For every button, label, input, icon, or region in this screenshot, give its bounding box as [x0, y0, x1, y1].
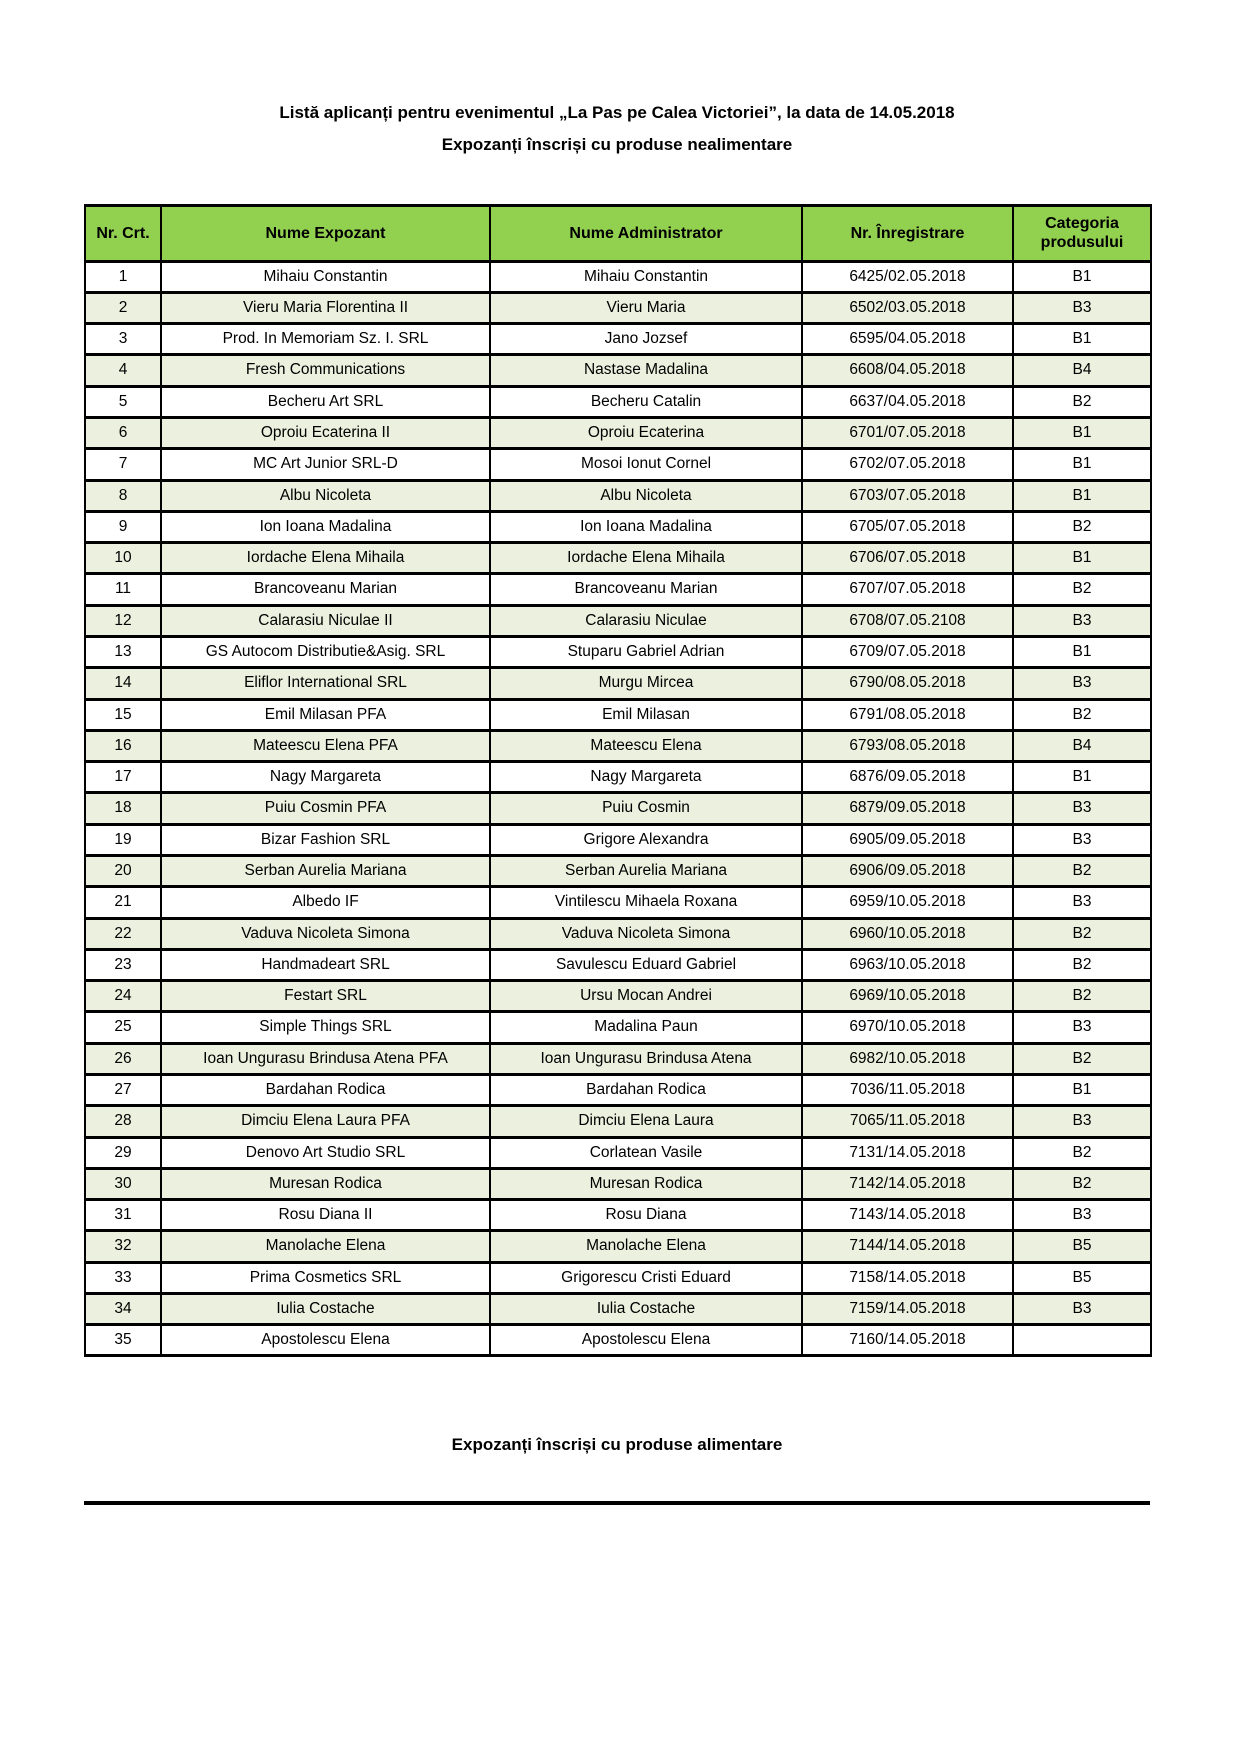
- table-row: [85, 793, 1151, 824]
- cell-nr-inregistrare: 6701/07.05.2018: [802, 418, 1013, 449]
- cell-categoria: [1013, 1325, 1151, 1356]
- cell-nr-inregistrare: 6960/10.05.2018: [802, 918, 1013, 949]
- table-header-row: [85, 206, 1151, 261]
- cell-nr-crt: 33: [85, 1262, 161, 1293]
- cell-nume-expozant: Ion Ioana Madalina: [161, 511, 490, 542]
- cell-categoria: B3: [1013, 292, 1151, 323]
- col-header-nume-administrator: Nume Administrator: [490, 206, 802, 261]
- table-row: [85, 1262, 1151, 1293]
- table-row: [85, 1012, 1151, 1043]
- cell-nume-administrator: Brancoveanu Marian: [490, 574, 802, 605]
- table-row: [85, 449, 1151, 480]
- cell-nr-inregistrare: 6959/10.05.2018: [802, 887, 1013, 918]
- table-row: [85, 949, 1151, 980]
- table-row: [85, 355, 1151, 386]
- cell-nume-administrator: Mateescu Elena: [490, 730, 802, 761]
- cell-categoria: B5: [1013, 1262, 1151, 1293]
- cell-nr-inregistrare: 7036/11.05.2018: [802, 1074, 1013, 1105]
- table-row: [85, 418, 1151, 449]
- table-row: [85, 1168, 1151, 1199]
- col-header-nume-expozant: Nume Expozant: [161, 206, 490, 261]
- horizontal-divider: [84, 1501, 1150, 1505]
- cell-categoria: B2: [1013, 1168, 1151, 1199]
- table-row: [85, 887, 1151, 918]
- cell-nr-inregistrare: 6702/07.05.2018: [802, 449, 1013, 480]
- cell-nume-administrator: Puiu Cosmin: [490, 793, 802, 824]
- table-row: [85, 730, 1151, 761]
- cell-nr-inregistrare: 6970/10.05.2018: [802, 1012, 1013, 1043]
- table-row: [85, 762, 1151, 793]
- cell-nr-inregistrare: 7144/14.05.2018: [802, 1231, 1013, 1262]
- cell-nume-expozant: Becheru Art SRL: [161, 386, 490, 417]
- cell-nume-administrator: Savulescu Eduard Gabriel: [490, 949, 802, 980]
- cell-nr-inregistrare: 7160/14.05.2018: [802, 1325, 1013, 1356]
- cell-nr-crt: 16: [85, 730, 161, 761]
- cell-nr-crt: 6: [85, 418, 161, 449]
- table-row: [85, 1106, 1151, 1137]
- cell-nr-inregistrare: 6969/10.05.2018: [802, 981, 1013, 1012]
- cell-nr-inregistrare: 7158/14.05.2018: [802, 1262, 1013, 1293]
- cell-nr-crt: 26: [85, 1043, 161, 1074]
- cell-nume-administrator: Jano Jozsef: [490, 324, 802, 355]
- cell-categoria: B3: [1013, 1293, 1151, 1324]
- cell-categoria: B2: [1013, 386, 1151, 417]
- col-header-nr-crt: Nr. Crt.: [85, 206, 161, 261]
- cell-nume-administrator: Murgu Mircea: [490, 668, 802, 699]
- cell-nume-administrator: Mosoi Ionut Cornel: [490, 449, 802, 480]
- cell-nr-crt: 8: [85, 480, 161, 511]
- table-row: [85, 324, 1151, 355]
- cell-categoria: B3: [1013, 887, 1151, 918]
- cell-categoria: B2: [1013, 574, 1151, 605]
- cell-nr-crt: 10: [85, 543, 161, 574]
- cell-nume-administrator: Serban Aurelia Mariana: [490, 855, 802, 886]
- cell-nume-administrator: Grigorescu Cristi Eduard: [490, 1262, 802, 1293]
- cell-nume-administrator: Nagy Margareta: [490, 762, 802, 793]
- cell-nume-expozant: Nagy Margareta: [161, 762, 490, 793]
- cell-nume-administrator: Becheru Catalin: [490, 386, 802, 417]
- cell-nr-crt: 15: [85, 699, 161, 730]
- cell-categoria: B3: [1013, 1012, 1151, 1043]
- cell-nr-crt: 18: [85, 793, 161, 824]
- cell-nume-expozant: Prima Cosmetics SRL: [161, 1262, 490, 1293]
- cell-nume-expozant: Puiu Cosmin PFA: [161, 793, 490, 824]
- cell-nr-inregistrare: 6790/08.05.2018: [802, 668, 1013, 699]
- cell-nume-administrator: Grigore Alexandra: [490, 824, 802, 855]
- cell-nume-expozant: Manolache Elena: [161, 1231, 490, 1262]
- cell-nr-crt: 13: [85, 637, 161, 668]
- applicants-table-body: [85, 261, 1151, 1356]
- cell-nume-expozant: Iulia Costache: [161, 1293, 490, 1324]
- cell-nr-crt: 12: [85, 605, 161, 636]
- cell-nume-expozant: Rosu Diana II: [161, 1200, 490, 1231]
- cell-nr-inregistrare: 6502/03.05.2018: [802, 292, 1013, 323]
- table-row: [85, 637, 1151, 668]
- table-row: [85, 824, 1151, 855]
- cell-nr-crt: 19: [85, 824, 161, 855]
- cell-nume-expozant: Vaduva Nicoleta Simona: [161, 918, 490, 949]
- cell-nr-inregistrare: 6879/09.05.2018: [802, 793, 1013, 824]
- cell-nr-inregistrare: 6708/07.05.2108: [802, 605, 1013, 636]
- cell-nume-expozant: Serban Aurelia Mariana: [161, 855, 490, 886]
- cell-categoria: B1: [1013, 418, 1151, 449]
- cell-nume-expozant: Emil Milasan PFA: [161, 699, 490, 730]
- cell-nume-administrator: Ursu Mocan Andrei: [490, 981, 802, 1012]
- cell-categoria: B4: [1013, 355, 1151, 386]
- table-row: [85, 1043, 1151, 1074]
- cell-categoria: B4: [1013, 730, 1151, 761]
- cell-nr-inregistrare: 6709/07.05.2018: [802, 637, 1013, 668]
- document-subtitle: Expozanți înscriși cu produse nealimentare: [441, 135, 793, 155]
- cell-nr-crt: 17: [85, 762, 161, 793]
- cell-nr-inregistrare: 6982/10.05.2018: [802, 1043, 1013, 1074]
- cell-nr-crt: 25: [85, 1012, 161, 1043]
- cell-nr-inregistrare: 6608/04.05.2018: [802, 355, 1013, 386]
- cell-nume-administrator: Dimciu Elena Laura: [490, 1106, 802, 1137]
- cell-nume-administrator: Vieru Maria: [490, 292, 802, 323]
- cell-nume-administrator: Calarasiu Niculae: [490, 605, 802, 636]
- cell-categoria: B1: [1013, 324, 1151, 355]
- table-row: [85, 605, 1151, 636]
- cell-nr-crt: 20: [85, 855, 161, 886]
- cell-nume-administrator: Madalina Paun: [490, 1012, 802, 1043]
- cell-nume-expozant: Festart SRL: [161, 981, 490, 1012]
- cell-nume-administrator: Ion Ioana Madalina: [490, 511, 802, 542]
- document-content: [84, 0, 1150, 1505]
- table-row: [85, 261, 1151, 292]
- cell-nr-crt: 29: [85, 1137, 161, 1168]
- cell-nr-crt: 21: [85, 887, 161, 918]
- cell-nr-crt: 3: [85, 324, 161, 355]
- cell-categoria: B1: [1013, 480, 1151, 511]
- cell-nr-crt: 34: [85, 1293, 161, 1324]
- cell-nume-expozant: Oproiu Ecaterina II: [161, 418, 490, 449]
- cell-nume-expozant: Prod. In Memoriam Sz. I. SRL: [161, 324, 490, 355]
- col-header-nr-inregistrare: Nr. Înregistrare: [802, 206, 1013, 261]
- cell-nr-inregistrare: 6791/08.05.2018: [802, 699, 1013, 730]
- cell-nume-administrator: Corlatean Vasile: [490, 1137, 802, 1168]
- cell-nume-expozant: Muresan Rodica: [161, 1168, 490, 1199]
- table-row: [85, 668, 1151, 699]
- cell-nume-administrator: Nastase Madalina: [490, 355, 802, 386]
- cell-nume-administrator: Apostolescu Elena: [490, 1325, 802, 1356]
- cell-nr-inregistrare: 6707/07.05.2018: [802, 574, 1013, 605]
- cell-categoria: B1: [1013, 449, 1151, 480]
- cell-categoria: B1: [1013, 261, 1151, 292]
- cell-nr-inregistrare: 6706/07.05.2018: [802, 543, 1013, 574]
- cell-categoria: B2: [1013, 1043, 1151, 1074]
- cell-nume-expozant: Albedo IF: [161, 887, 490, 918]
- cell-nume-expozant: Bardahan Rodica: [161, 1074, 490, 1105]
- cell-categoria: B1: [1013, 762, 1151, 793]
- cell-nr-crt: 9: [85, 511, 161, 542]
- cell-categoria: B1: [1013, 543, 1151, 574]
- cell-nr-crt: 35: [85, 1325, 161, 1356]
- cell-nume-expozant: Dimciu Elena Laura PFA: [161, 1106, 490, 1137]
- cell-nume-administrator: Manolache Elena: [490, 1231, 802, 1262]
- cell-nume-administrator: Iulia Costache: [490, 1293, 802, 1324]
- cell-nume-administrator: Stuparu Gabriel Adrian: [490, 637, 802, 668]
- table-row: [85, 1074, 1151, 1105]
- cell-categoria: B3: [1013, 668, 1151, 699]
- cell-nr-crt: 2: [85, 292, 161, 323]
- cell-nume-expozant: Vieru Maria Florentina II: [161, 292, 490, 323]
- cell-nr-inregistrare: 6876/09.05.2018: [802, 762, 1013, 793]
- table-row: [85, 1231, 1151, 1262]
- cell-nr-crt: 23: [85, 949, 161, 980]
- cell-nr-inregistrare: 7131/14.05.2018: [802, 1137, 1013, 1168]
- cell-categoria: B3: [1013, 824, 1151, 855]
- cell-nume-expozant: Apostolescu Elena: [161, 1325, 490, 1356]
- cell-nume-administrator: Vaduva Nicoleta Simona: [490, 918, 802, 949]
- cell-nume-expozant: Mihaiu Constantin: [161, 261, 490, 292]
- cell-nume-administrator: Muresan Rodica: [490, 1168, 802, 1199]
- cell-nr-crt: 4: [85, 355, 161, 386]
- cell-categoria: B2: [1013, 918, 1151, 949]
- table-row: [85, 480, 1151, 511]
- cell-nr-crt: 5: [85, 386, 161, 417]
- cell-nr-inregistrare: 7142/14.05.2018: [802, 1168, 1013, 1199]
- cell-nume-administrator: Ioan Ungurasu Brindusa Atena: [490, 1043, 802, 1074]
- table-row: [85, 511, 1151, 542]
- cell-nume-administrator: Iordache Elena Mihaila: [490, 543, 802, 574]
- section-title-alimentare: Expozanți înscriși cu produse alimentare: [451, 1435, 783, 1455]
- cell-categoria: B5: [1013, 1231, 1151, 1262]
- cell-nume-administrator: Vintilescu Mihaela Roxana: [490, 887, 802, 918]
- cell-categoria: B2: [1013, 981, 1151, 1012]
- cell-nume-administrator: Mihaiu Constantin: [490, 261, 802, 292]
- cell-nume-expozant: Eliflor International SRL: [161, 668, 490, 699]
- cell-nume-expozant: Handmadeart SRL: [161, 949, 490, 980]
- cell-nr-inregistrare: 6906/09.05.2018: [802, 855, 1013, 886]
- table-row: [85, 386, 1151, 417]
- cell-nr-inregistrare: 7065/11.05.2018: [802, 1106, 1013, 1137]
- cell-nr-inregistrare: 6703/07.05.2018: [802, 480, 1013, 511]
- cell-categoria: B2: [1013, 511, 1151, 542]
- cell-nume-expozant: Denovo Art Studio SRL: [161, 1137, 490, 1168]
- cell-nume-administrator: Emil Milasan: [490, 699, 802, 730]
- col-header-categoria-produsului: Categoria produsului: [1013, 206, 1151, 261]
- cell-nr-crt: 24: [85, 981, 161, 1012]
- cell-nume-expozant: Brancoveanu Marian: [161, 574, 490, 605]
- cell-nr-inregistrare: 6705/07.05.2018: [802, 511, 1013, 542]
- cell-nr-crt: 1: [85, 261, 161, 292]
- cell-nr-crt: 31: [85, 1200, 161, 1231]
- table-row: [85, 981, 1151, 1012]
- cell-nume-expozant: Albu Nicoleta: [161, 480, 490, 511]
- cell-nr-inregistrare: 6637/04.05.2018: [802, 386, 1013, 417]
- cell-nr-inregistrare: 6905/09.05.2018: [802, 824, 1013, 855]
- table-row: [85, 1200, 1151, 1231]
- cell-nr-crt: 27: [85, 1074, 161, 1105]
- table-row: [85, 574, 1151, 605]
- cell-nr-inregistrare: 7159/14.05.2018: [802, 1293, 1013, 1324]
- cell-nume-administrator: Bardahan Rodica: [490, 1074, 802, 1105]
- cell-nr-crt: 30: [85, 1168, 161, 1199]
- table-row: [85, 1325, 1151, 1356]
- cell-nr-crt: 32: [85, 1231, 161, 1262]
- table-row: [85, 543, 1151, 574]
- cell-nr-inregistrare: 7143/14.05.2018: [802, 1200, 1013, 1231]
- cell-nume-expozant: GS Autocom Distributie&Asig. SRL: [161, 637, 490, 668]
- table-row: [85, 1293, 1151, 1324]
- table-row: [85, 699, 1151, 730]
- cell-nume-administrator: Rosu Diana: [490, 1200, 802, 1231]
- cell-categoria: B3: [1013, 793, 1151, 824]
- cell-nr-inregistrare: 6793/08.05.2018: [802, 730, 1013, 761]
- cell-categoria: B2: [1013, 855, 1151, 886]
- cell-categoria: B1: [1013, 637, 1151, 668]
- cell-categoria: B3: [1013, 1200, 1151, 1231]
- cell-nume-expozant: MC Art Junior SRL-D: [161, 449, 490, 480]
- table-row: [85, 1137, 1151, 1168]
- cell-nume-expozant: Iordache Elena Mihaila: [161, 543, 490, 574]
- cell-nume-administrator: Albu Nicoleta: [490, 480, 802, 511]
- cell-categoria: B1: [1013, 1074, 1151, 1105]
- cell-categoria: B2: [1013, 1137, 1151, 1168]
- cell-nr-crt: 28: [85, 1106, 161, 1137]
- cell-nr-inregistrare: 6425/02.05.2018: [802, 261, 1013, 292]
- cell-nr-crt: 14: [85, 668, 161, 699]
- cell-nume-expozant: Calarasiu Niculae II: [161, 605, 490, 636]
- cell-categoria: B2: [1013, 699, 1151, 730]
- cell-nume-expozant: Fresh Communications: [161, 355, 490, 386]
- cell-nr-crt: 7: [85, 449, 161, 480]
- cell-nume-expozant: Mateescu Elena PFA: [161, 730, 490, 761]
- cell-nr-crt: 22: [85, 918, 161, 949]
- cell-categoria: B3: [1013, 1106, 1151, 1137]
- cell-nume-expozant: Bizar Fashion SRL: [161, 824, 490, 855]
- cell-nr-inregistrare: 6595/04.05.2018: [802, 324, 1013, 355]
- cell-nume-expozant: Ioan Ungurasu Brindusa Atena PFA: [161, 1043, 490, 1074]
- applicants-table: [84, 204, 1152, 1357]
- document-title: Listă aplicanți pentru evenimentul „La Pas pe Calea Victoriei”, la data de 14.05.2018: [279, 103, 955, 122]
- cell-categoria: B3: [1013, 605, 1151, 636]
- table-row: [85, 855, 1151, 886]
- table-row: [85, 918, 1151, 949]
- cell-nr-inregistrare: 6963/10.05.2018: [802, 949, 1013, 980]
- cell-nume-administrator: Oproiu Ecaterina: [490, 418, 802, 449]
- cell-nr-crt: 11: [85, 574, 161, 605]
- cell-nume-expozant: Simple Things SRL: [161, 1012, 490, 1043]
- cell-categoria: B2: [1013, 949, 1151, 980]
- table-row: [85, 292, 1151, 323]
